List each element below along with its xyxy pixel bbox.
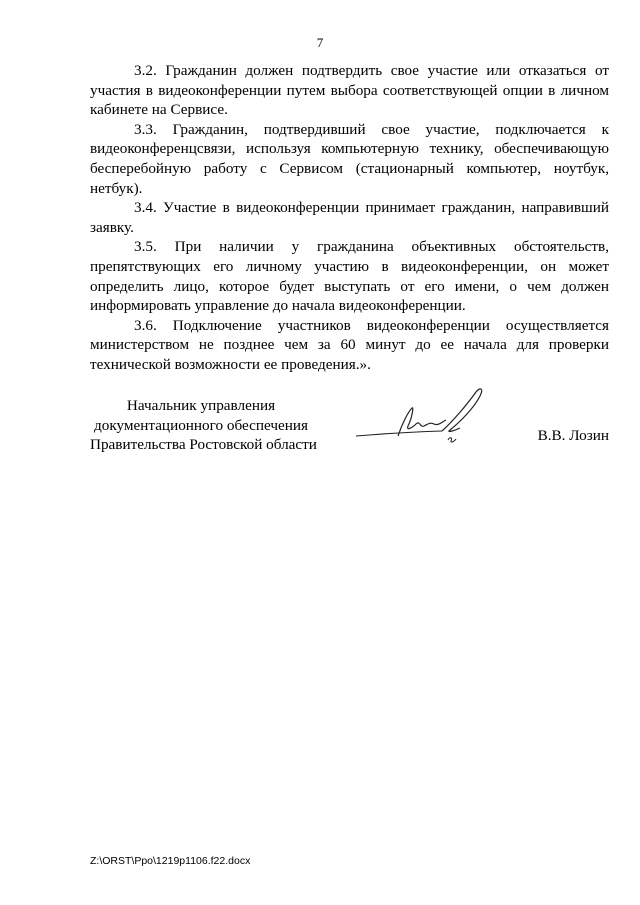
document-body: [90, 61, 609, 375]
paragraph-3-6: 3.6. Подключение участников видеоконференции осуществляется министерством не позднее чем за 60 минут до ее начала для проверки технической возможности ее проведения.».: [90, 316, 609, 373]
paragraph-3-2: 3.2. Гражданин должен подтвердить свое участие или отказаться от участия в видеоконференции путем выбора соответствующей опции в личном кабинете на Сервисе.: [90, 62, 609, 119]
signatory-name: В.В. Лозин: [537, 427, 609, 444]
signatory-title-line: Начальник управления: [126, 397, 276, 414]
paragraph-3-4: 3.4. Участие в видеоконференции принимает гражданин, направивший заявку.: [90, 199, 609, 236]
signature-block: [90, 396, 609, 456]
signatory-title: [90, 396, 317, 455]
page-number: 7: [316, 35, 324, 50]
handwritten-signature: [350, 384, 500, 456]
footer-file-path: Z:\ORST\Ppo\1219p1106.f22.docx: [90, 855, 251, 867]
paragraph-3-5: 3.5. При наличии у гражданина объективных обстоятельств, препятствующих его личному участию в видеоконференции, он может определить лицо, которое будет выступать от его имени, о чем должен информировать управление до начала видеоконференции.: [90, 238, 609, 315]
paragraph-3-3: 3.3. Гражданин, подтвердивший свое участие, подключается к видеоконференцсвязи, используя компьютерную технику, обеспечивающую бесперебойную работу с Сервисом (стационарный компьютер, ноутбук, нетбук).: [90, 120, 609, 197]
signatory-title-line: документационного обеспечения: [94, 416, 308, 434]
signatory-title-line: Правительства Ростовской области: [90, 436, 317, 454]
